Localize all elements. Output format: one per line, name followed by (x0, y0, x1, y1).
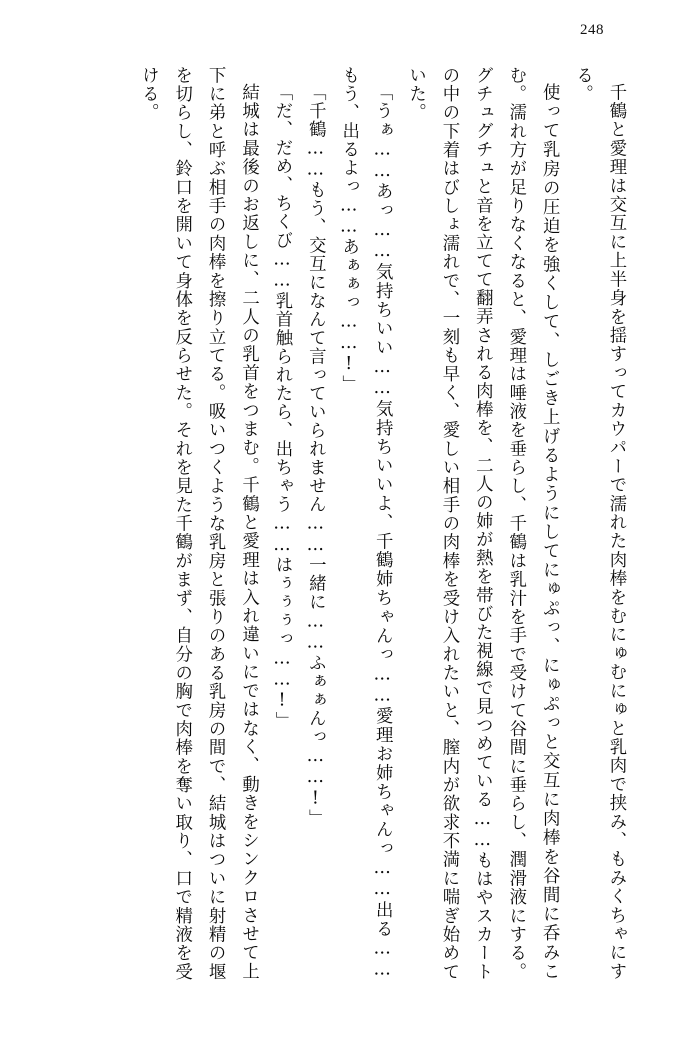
paragraph: 結城は最後のお返しに、二人の乳首をつまむ。千鶴と愛理は入れ違いにではなく、動きをシンクロさせて上下に弟と呼ぶ相手の肉棒を擦り立てる。吸いつくような乳房と張りのある乳房の間で、結城はついに射精の堰を切らし、鈴口を開いて身体を反らせた。それを見た千鶴がまず、自分の胸で肉棒を奪い取り、口で精液を受ける。 (138, 66, 259, 981)
vertical-text-body (36, 66, 632, 981)
paragraph: 「だ、だめ、ちくび……乳首触られたら、出ちゃう……はぅぅぅっ……!」 (271, 83, 292, 731)
paragraph: 使って乳房の圧迫を強くして、しごき上げるようにしてにゅぷっ、にゅぷっと交互に肉棒を谷間に呑みこむ。濡れ方が足りなくなると、愛理は唾液を垂らし、千鶴は乳汁を手で受けて谷間に垂らし、潤滑液にする。グチュグチュと音を立てて翻弄される肉棒を、二人の姉が熱を帯びた視線で見つめている……もはやスカートの中の下着はびしょ濡れで、一刻も早く、愛しい相手の肉棒を受け入れたいと、膣内が欲求不満に喘ぎ始めていた。 (405, 66, 560, 981)
page-number: 248 (580, 22, 604, 38)
paragraph: 「うぁ……あっ……気持ちいい……気持ちいいよ、千鶴姉ちゃんっ……愛理お姉ちゃんっ……出る……もう、出るよっ……あぁぁっ……!」 (338, 66, 393, 981)
paragraph: 「千鶴……もう、交互になんて言っていられません……一緒に……ふぁぁんっ……!」 (305, 83, 326, 829)
paragraph: 千鶴と愛理は交互に上半身を揺すってカウパーで濡れた肉棒をむにゅむにゅと乳肉で挟み、もみくちゃにする。 (572, 66, 626, 981)
